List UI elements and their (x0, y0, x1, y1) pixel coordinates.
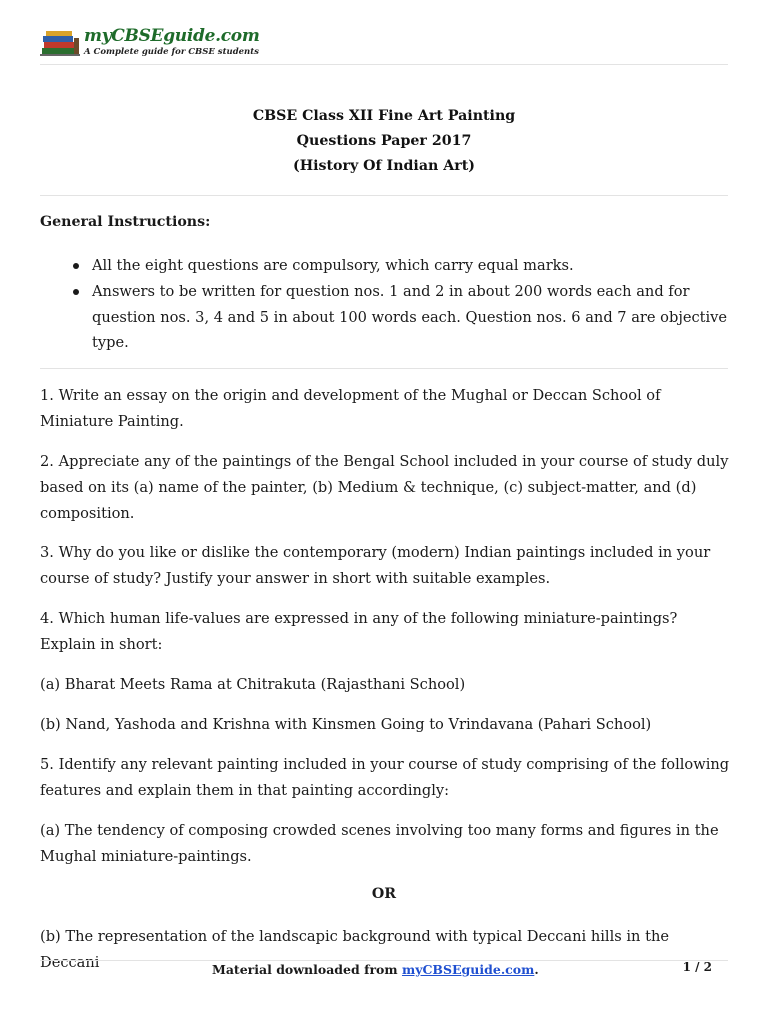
footer-divider (40, 960, 728, 961)
books-logo-icon (40, 28, 82, 58)
logo-tagline: A Complete guide for CBSE students (84, 47, 259, 57)
footer-suffix: . (534, 962, 539, 977)
question-4b: (b) Nand, Yashoda and Krishna with Kinsmen Going to Vrindavana (Pahari School) (40, 716, 652, 733)
page-number: 1 / 2 (682, 960, 712, 974)
question-3: 3. Why do you like or dislike the contemporary (modern) Indian paintings included in your course of study? Justify your answer in short with suitable examples. (40, 544, 711, 587)
question-4: 4. Which human life-values are expressed in any of the following miniature-paintings? Explain in short: (40, 610, 678, 653)
instructions-divider (40, 368, 728, 369)
or-separator: OR (371, 886, 397, 902)
question-2: 2. Appreciate any of the paintings of the Bengal School included in your course of study duly based on its (a) name of the painter, (b) Medium & technique, (c) subject-matter, and (d) composition. (40, 453, 729, 522)
paper-subtitle: Questions Paper 2017 (296, 133, 472, 149)
header-divider (40, 64, 728, 65)
question-5b: (b) The representation of the landscapic background with typical Deccani hills in the Deccani (40, 928, 669, 971)
paper-subject: (History Of Indian Art) (292, 158, 476, 174)
question-1: 1. Write an essay on the origin and development of the Mughal or Deccan School of Miniature Painting. (40, 387, 661, 430)
title-divider (40, 195, 728, 196)
footer-prefix: Material downloaded from (212, 962, 402, 977)
instructions-list (40, 253, 730, 356)
instruction-item: Answers to be written for question nos. 1 and 2 in about 200 words each and for question nos. 3, 4 and 5 in about 100 words each. Question nos. 6 and 7 are objective type. (40, 279, 730, 356)
instruction-item: All the eight questions are compulsory, which carry equal marks. (40, 253, 730, 279)
footer-text (212, 962, 539, 977)
paper-title: CBSE Class XII Fine Art Painting (252, 108, 516, 124)
footer-link[interactable]: myCBSEguide.com (401, 962, 535, 977)
question-4a: (a) Bharat Meets Rama at Chitrakuta (Rajasthani School) (40, 676, 466, 693)
logo-name: myCBSEguide.com (84, 26, 260, 46)
site-header (40, 26, 728, 64)
question-5: 5. Identify any relevant painting included in your course of study comprising of the following features and explain them in that painting accordingly: (40, 756, 730, 799)
question-5a: (a) The tendency of composing crowded scenes involving too many forms and figures in the Mughal miniature-paintings. (40, 822, 719, 865)
instructions-heading: General Instructions: (40, 214, 211, 230)
